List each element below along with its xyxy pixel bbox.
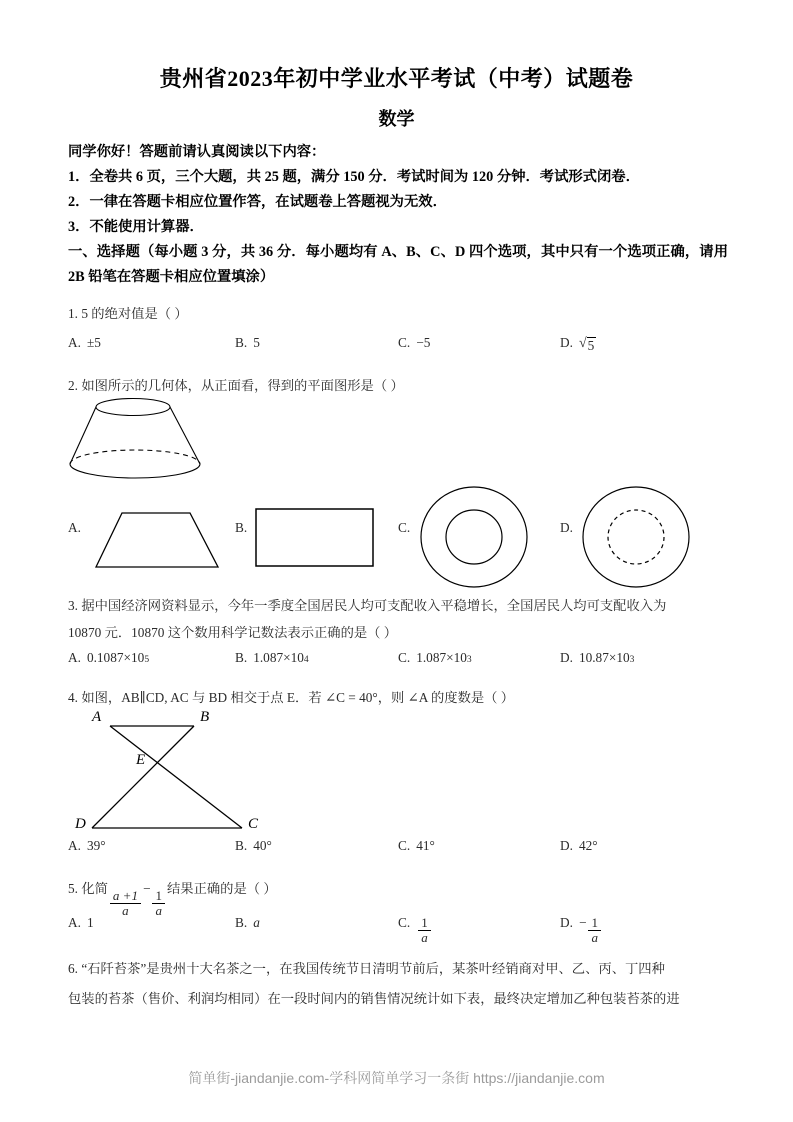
option-exponent: 4 (303, 654, 309, 665)
fraction-denominator: a (110, 903, 141, 918)
label-A: A (92, 709, 102, 725)
fraction-numerator: a +1 (112, 887, 138, 903)
fraction-1-over-a: $\frac{1}{a}$ (418, 916, 431, 945)
question-5-options (68, 915, 730, 949)
option-times: ×10 (283, 650, 304, 665)
option-mantissa: 1.087 (416, 650, 447, 665)
question-1-option-d[interactable] (560, 335, 596, 354)
question-5-number: 5. (68, 881, 78, 896)
notice-item-3: 3．不能使用计算器． (68, 219, 204, 235)
question-2-text: 如图所示的几何体，从正面看，得到的平面图形是（ ） (81, 378, 404, 393)
option-label: D. (560, 838, 573, 853)
minus-operator: − (142, 881, 151, 896)
option-label: C. (398, 650, 411, 665)
option-label: C. (398, 335, 411, 350)
concentric-circles-dashed-icon (580, 484, 692, 590)
question-2-option-a[interactable] (68, 520, 87, 536)
option-label: C. (398, 915, 411, 930)
question-3-stem-line1 (68, 592, 730, 619)
question-1-option-c[interactable] (398, 335, 430, 351)
option-label: A. (68, 915, 81, 930)
option-value: ±5 (86, 335, 101, 350)
question-4-option-c[interactable] (398, 838, 435, 854)
question-3-option-a[interactable] (68, 650, 149, 666)
question-1-text: 5 的绝对值是（ ） (81, 306, 188, 321)
option-value: 42° (578, 838, 598, 853)
question-5-option-a[interactable] (68, 915, 94, 931)
question-1-option-b[interactable] (235, 335, 260, 351)
option-label: A. (68, 838, 81, 853)
option-label: B. (235, 915, 248, 930)
option-label: A. (68, 335, 81, 350)
question-2-number: 2. (68, 378, 78, 393)
option-exponent: 5 (144, 654, 150, 665)
question-5-stem (68, 872, 730, 918)
option-mantissa: 1.087 (253, 650, 284, 665)
question-4-options (68, 838, 730, 864)
question-5-option-d[interactable] (560, 915, 603, 945)
option-times: ×10 (608, 650, 630, 665)
fraction-a-plus-1-over-a (110, 889, 141, 918)
option-value: −5 (416, 335, 431, 350)
label-D: D (75, 816, 86, 832)
option-label: D. (560, 915, 573, 930)
question-3-text-1: 据中国经济网资料显示，今年一季度全国居民人均可支配收入平稳增长，全国居民人均可支配收入为 (81, 598, 667, 613)
question-1-option-a[interactable] (68, 335, 101, 351)
option-mantissa: 0.1087 (86, 650, 124, 665)
option-label: C. (398, 520, 411, 535)
question-5-suffix: 结果正确的是（ ） (166, 881, 277, 896)
option-value: 39° (86, 838, 106, 853)
question-6-text-1: “石阡苔茶”是贵州十大名茶之一，在我国传统节日清明节前后，某茶叶经销商对甲、乙、丙、丁四种 (81, 961, 665, 976)
rectangle-shape-icon (253, 503, 383, 573)
question-2-option-b[interactable] (235, 520, 253, 536)
option-exponent: 3 (466, 654, 472, 665)
option-label: D. (560, 335, 573, 350)
question-3-option-c[interactable] (398, 650, 472, 666)
question-5-option-c[interactable] (398, 915, 433, 945)
option-label: C. (398, 838, 411, 853)
question-3-stem-line2: 10870 元．10870 这个数用科学记数法表示正确的是（ ） (68, 625, 398, 640)
label-E: E (136, 752, 146, 768)
bowtie-lines-figure (74, 706, 274, 834)
notice-item-2: 2．一律在答题卡相应位置作答，在试题卷上答题视为无效． (68, 194, 447, 210)
notice-item-1: 1．全卷共 6 页，三个大题，共 25 题，满分 150 分．考试时间为 120 分钟．考试形式闭卷． (68, 169, 640, 185)
question-3-options (68, 650, 730, 676)
question-3-option-d[interactable] (560, 650, 634, 666)
question-3-number: 3. (68, 598, 78, 613)
question-5-option-b[interactable] (235, 915, 260, 931)
fraction-numerator: 1 (155, 887, 162, 903)
option-value: 40° (253, 838, 272, 853)
option-label: B. (235, 520, 248, 535)
question-4-number: 4. (68, 690, 78, 705)
question-1-options (68, 335, 730, 361)
question-3-option-b[interactable] (235, 650, 309, 666)
option-label: D. (560, 520, 573, 535)
sqrt-icon: √ 5 (578, 336, 595, 353)
option-label: B. (235, 335, 248, 350)
question-6-number: 6. (68, 961, 78, 976)
subject-title: 数学 (378, 109, 415, 129)
footer-watermark: 简单街-jiandanjie.com-学科网简单学习一条街 https://jiandanjie.com (188, 1070, 605, 1086)
question-2-option-d[interactable] (560, 520, 579, 536)
minus-sign: − (578, 915, 587, 930)
question-2-option-c[interactable] (398, 520, 416, 536)
option-times: ×10 (123, 650, 145, 665)
question-5-prefix: 化简 (81, 881, 108, 896)
option-exponent: 3 (629, 654, 635, 665)
question-4-option-a[interactable] (68, 838, 106, 854)
label-B: B (200, 709, 210, 725)
fraction-denominator: a (152, 903, 165, 918)
frustum-cone-figure (62, 392, 212, 492)
option-mantissa: 10.87 (578, 650, 609, 665)
question-4-option-b[interactable] (235, 838, 272, 854)
option-label: B. (235, 838, 248, 853)
section-heading-choice: 一、选择题（每小题 3 分，共 36 分．每小题均有 A、B、C、D 四个选项，其中只有一个选项正确，请用 2B 铅笔在答题卡相应位置填涂） (68, 244, 728, 285)
option-value: 5 (253, 335, 260, 350)
question-1-stem (68, 300, 730, 327)
option-value: a (253, 915, 260, 930)
page-title: 贵州省2023年初中学业水平考试（中考）试题卷 (159, 66, 634, 91)
question-4-option-d[interactable] (560, 838, 598, 854)
concentric-circles-solid-icon (418, 484, 530, 590)
notice-heading: 同学你好！答题前请认真阅读以下内容： (68, 144, 326, 160)
question-1-number: 1. (68, 306, 78, 321)
option-label: D. (560, 650, 573, 665)
fraction-1-over-a (152, 889, 165, 918)
trapezoid-shape-icon (88, 505, 228, 575)
question-4-text: 如图，AB∥CD, AC 与 BD 相交于点 E．若 ∠C = 40°，则 ∠A 的度数是（ ） (81, 690, 515, 705)
option-value: 41° (416, 838, 435, 853)
label-C: C (248, 816, 259, 832)
question-6-stem-line2: 包装的苔茶（售价、利润均相同）在一段时间内的销售情况统计如下表，最终决定增加乙种包装苔茶的进 (68, 991, 680, 1006)
option-label: A. (68, 520, 81, 535)
fraction-1-over-a: $\frac{1}{a}$ (588, 916, 601, 945)
question-6-stem-line1 (68, 955, 730, 982)
option-times: ×10 (446, 650, 467, 665)
option-label: B. (235, 650, 248, 665)
option-value: 1 (86, 915, 94, 930)
option-label: A. (68, 650, 81, 665)
